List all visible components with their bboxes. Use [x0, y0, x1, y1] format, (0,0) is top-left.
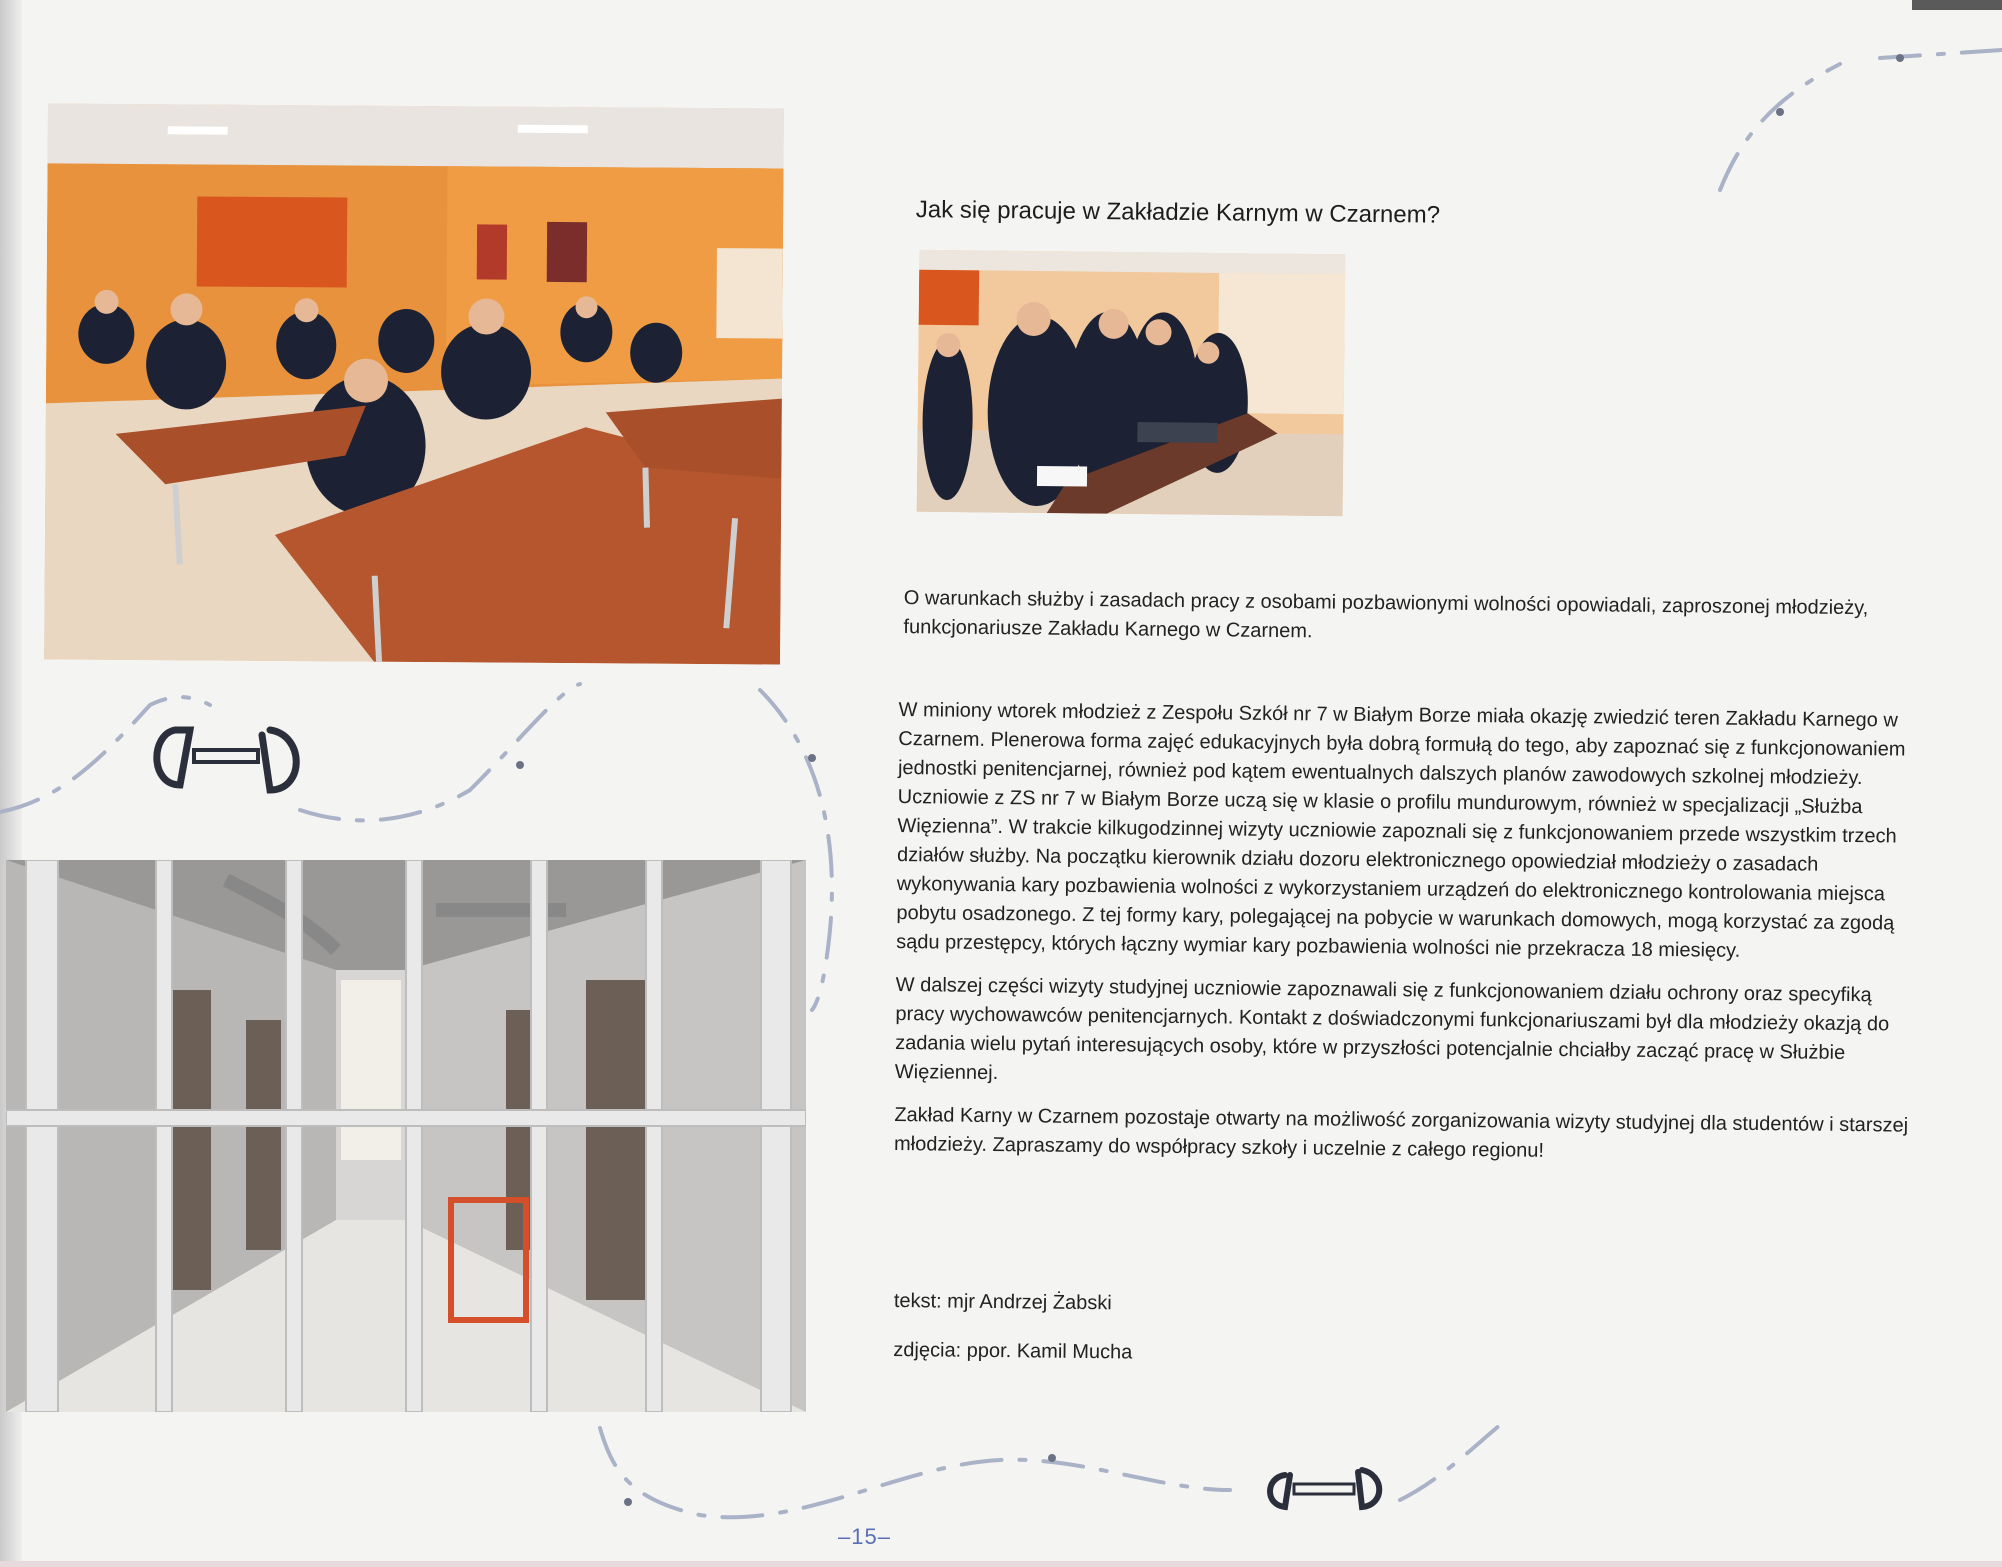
article-title: Jak się pracuje w Zakładzie Karnym w Czarnem?	[915, 196, 1441, 229]
corridor-photo	[6, 860, 806, 1412]
corridor-image	[6, 860, 806, 1412]
credits	[893, 1290, 1133, 1390]
article-paragraph: W miniony wtorek młodzież z Zespołu Szkół nr 7 w Białym Borze miała okazję zwiedzić teren Zakładu Karnego w Czarnem. Plenerowa forma zajęć edukacyjnych była dobrą formułą do tego, aby zapoznać się z funkcjonowaniem jednostki penitencjarnej, również pod kątem ewentualnych dalszych planów zawodowych szkolnej młodzieży. Uczniowie z ZS nr 7 w Białym Borze uczą się w klasie o profilu mundurowym, również w specjalizacji „Służba Więzienna”. W trakcie kilkugodzinnej wizyty uczniowie zapoznali się z funkcjonowaniem przede wszystkim trzech działów służby. Na początku kierownik działu dozoru elektronicznego opowiedział młodzieży o zasadach wykonywania kary pozbawienia wolności z wykorzystaniem urządzeń do elektronicznego kontrolowania miejsca pobytu osadzonego. Z tej formy kary, polegającej na pobycie w warunkach domowych, mogą korzystać za zgodą sądu przestępcy, których łączny wymiar kary pozbawienia wolności nie przekracza 18 miesięcy.	[896, 699, 1906, 962]
visit-photo	[917, 250, 1346, 516]
classroom-photo	[44, 103, 784, 664]
classroom-image	[44, 103, 784, 664]
article-body	[894, 696, 1929, 1184]
photo-credit: zdjęcia: ppor. Kamil Mucha	[893, 1338, 1133, 1364]
visit-image	[917, 250, 1346, 516]
article-lead: O warunkach służby i zasadach pracy z osobami pozbawionymi wolności opowiadali, zaproszonej młodzieży, funkcjonariusze Zakładu Karnego w Czarnem.	[903, 587, 1869, 643]
text-credit: tekst: mjr Andrzej Żabski	[893, 1290, 1112, 1315]
article-paragraph: Zakład Karny w Czarnem pozostaje otwarty na możliwość zorganizowania wizyty studyjnej dla studentów i starszej młodzieży. Zapraszamy do współpracy szkoły i uczelnie z całego regionu!	[893, 1103, 1909, 1162]
page-number: –15–	[838, 1524, 891, 1549]
article-paragraph: W dalszej części wizyty studyjnej uczniowie zapoznawali się z funkcjonowaniem działu ochrony oraz specyfiką pracy wychowawców penitencjarnych. Kontakt z doświadczonymi funkcjonariuszami był dla młodzieży okazją do zadania wielu pytań interesujących osoby, które w przyszłości potencjalnie chciałby zacząć pracę w Służbie Więziennej.	[894, 973, 1890, 1085]
